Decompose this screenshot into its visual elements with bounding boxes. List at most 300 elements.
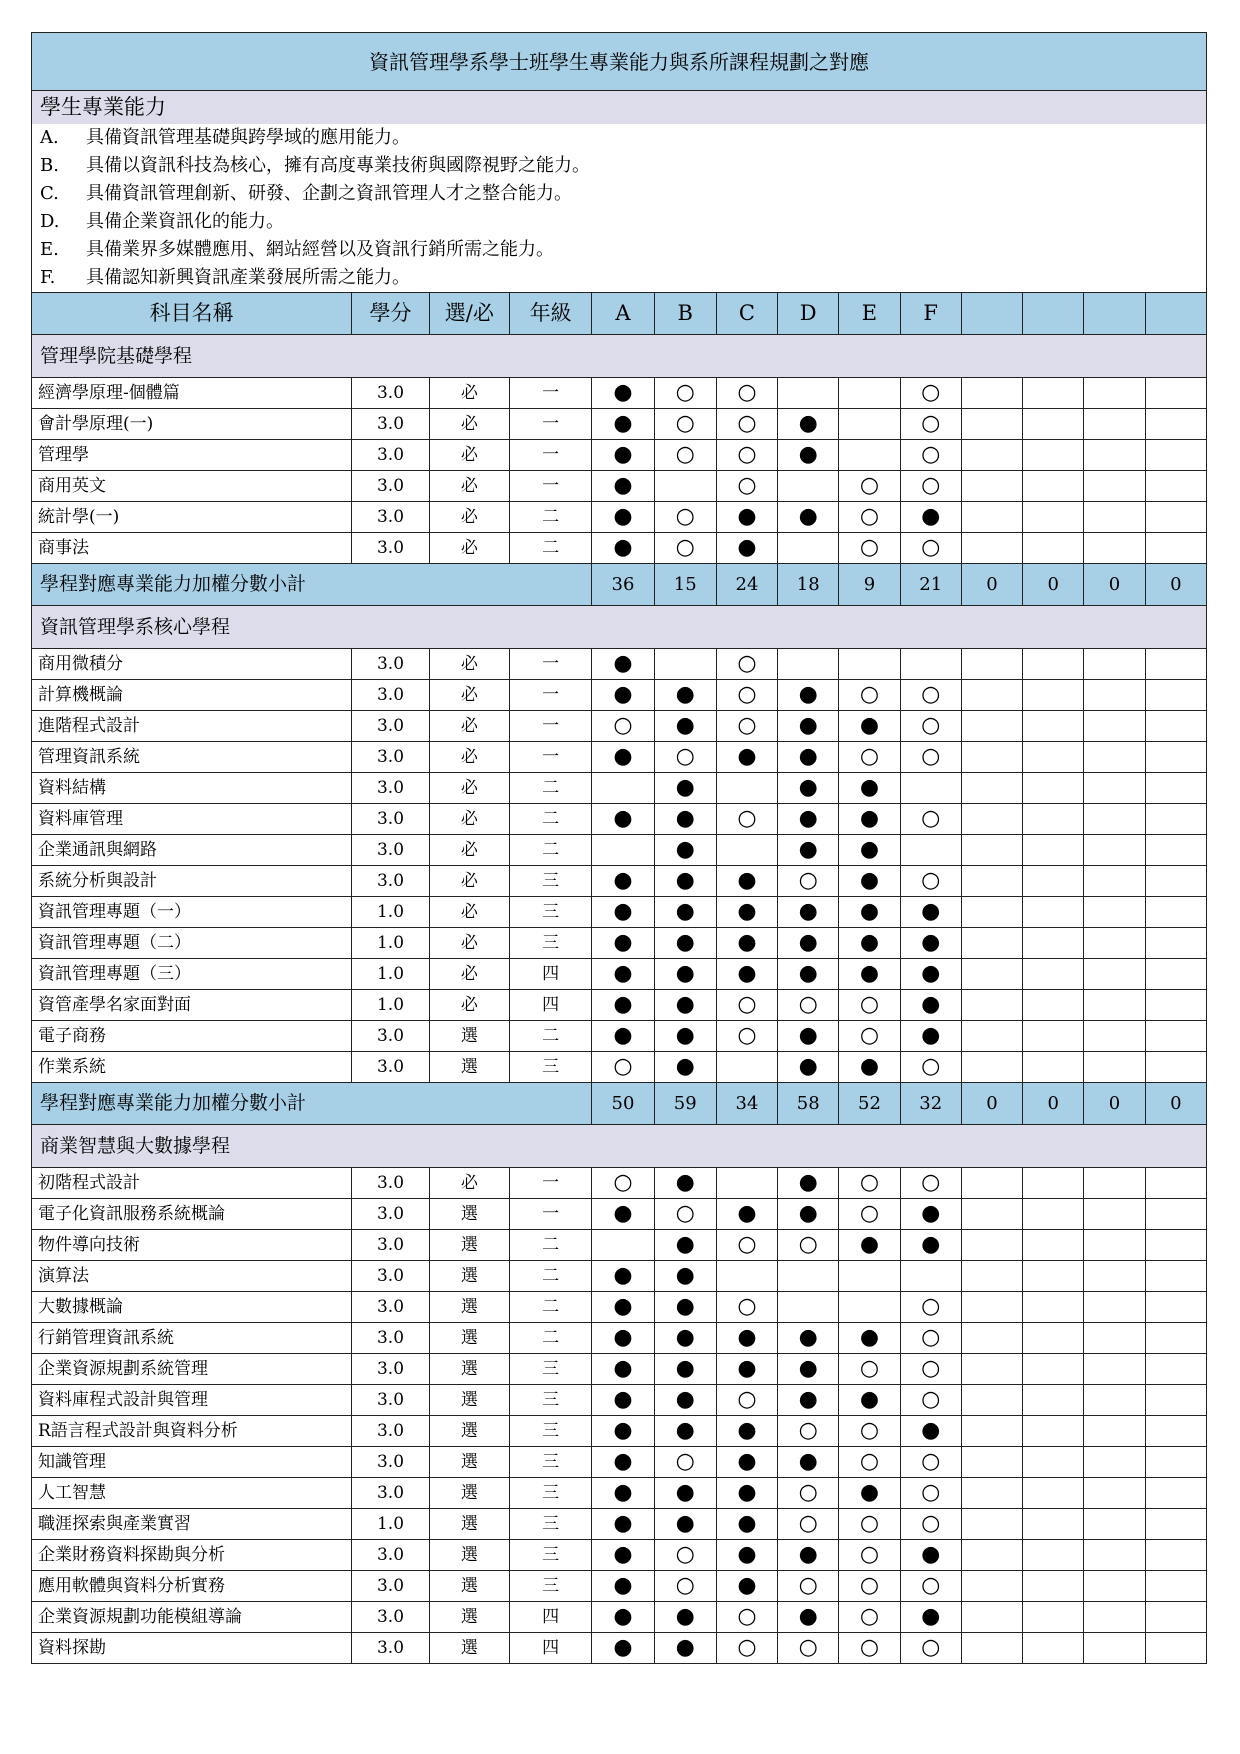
mapping-table — [31, 32, 1207, 1664]
course-type: 必 — [429, 897, 509, 928]
ability-cell — [1084, 378, 1145, 409]
ability-cell — [1145, 897, 1206, 928]
course-name: 企業資源規劃系統管理 — [32, 1354, 352, 1385]
weak-mark-icon: ○ — [921, 1356, 941, 1381]
course-type: 必 — [429, 680, 509, 711]
course-credits: 3.0 — [352, 1447, 429, 1478]
weak-mark-icon: ○ — [675, 1201, 695, 1226]
title-row — [32, 33, 1207, 91]
ability-cell — [900, 711, 961, 742]
course-name: 商事法 — [32, 533, 352, 564]
ability-cell — [1023, 1021, 1084, 1052]
weak-mark-icon: ○ — [859, 535, 880, 560]
course-type: 選 — [429, 1385, 509, 1416]
weak-mark-icon: ○ — [737, 682, 757, 707]
competency-letter: B. — [40, 155, 59, 176]
strong-mark-icon: ● — [613, 1294, 633, 1319]
ability-cell — [654, 804, 716, 835]
competency-item-d — [32, 208, 1207, 236]
ability-cell — [900, 1354, 961, 1385]
ability-cell — [1145, 1478, 1206, 1509]
subtotal-value: 0 — [1145, 1083, 1206, 1125]
ability-cell — [654, 1168, 716, 1199]
ability-cell — [900, 1292, 961, 1323]
course-name: 資管產學名家面對面 — [32, 990, 352, 1021]
ability-cell — [961, 1261, 1022, 1292]
strong-mark-icon: ● — [737, 535, 757, 560]
course-credits: 3.0 — [352, 1199, 429, 1230]
strong-mark-icon: ● — [859, 1232, 880, 1257]
course-credits: 3.0 — [352, 1540, 429, 1571]
ability-cell — [1145, 680, 1206, 711]
weak-mark-icon: ○ — [921, 1449, 941, 1474]
course-name: 資訊管理專題（一） — [32, 897, 352, 928]
ability-cell — [900, 928, 961, 959]
strong-mark-icon: ● — [737, 1325, 757, 1350]
course-credits: 3.0 — [352, 711, 429, 742]
course-name: 商用英文 — [32, 471, 352, 502]
course-credits: 3.0 — [352, 1354, 429, 1385]
subtotal-value: 15 — [654, 564, 716, 606]
strong-mark-icon: ● — [613, 1511, 633, 1536]
strong-mark-icon: ● — [675, 1170, 695, 1195]
weak-mark-icon: ○ — [859, 1418, 880, 1443]
course-name: 電子商務 — [32, 1021, 352, 1052]
course-credits: 3.0 — [352, 1230, 429, 1261]
weak-mark-icon: ○ — [921, 1480, 941, 1505]
strong-mark-icon: ● — [921, 1023, 941, 1048]
course-grade: 三 — [509, 1385, 591, 1416]
course-type: 選 — [429, 1261, 509, 1292]
table-row — [32, 471, 1207, 502]
ability-cell — [900, 773, 961, 804]
ability-cell — [1145, 1323, 1206, 1354]
ability-cell — [1145, 1633, 1206, 1664]
ability-cell — [1023, 1447, 1084, 1478]
course-grade: 三 — [509, 1447, 591, 1478]
strong-mark-icon: ● — [737, 899, 757, 924]
ability-cell — [1084, 866, 1145, 897]
ability-cell — [1084, 1509, 1145, 1540]
strong-mark-icon: ● — [798, 682, 818, 707]
col-header-ability — [1023, 293, 1084, 335]
ability-cell — [1145, 440, 1206, 471]
weak-mark-icon: ○ — [859, 504, 880, 529]
table-row — [32, 649, 1207, 680]
course-type: 選 — [429, 1478, 509, 1509]
strong-mark-icon: ● — [613, 930, 633, 955]
strong-mark-icon: ● — [921, 899, 941, 924]
ability-cell — [592, 649, 654, 680]
course-credits: 3.0 — [352, 1323, 429, 1354]
course-name: 應用軟體與資料分析實務 — [32, 1571, 352, 1602]
ability-cell — [961, 1323, 1022, 1354]
table-row — [32, 804, 1207, 835]
strong-mark-icon: ● — [613, 1387, 633, 1412]
strong-mark-icon: ● — [675, 1387, 695, 1412]
strong-mark-icon: ● — [613, 504, 633, 529]
weak-mark-icon: ○ — [675, 442, 695, 467]
course-grade: 一 — [509, 649, 591, 680]
ability-cell — [1023, 866, 1084, 897]
course-credits: 3.0 — [352, 1168, 429, 1199]
course-grade: 三 — [509, 1052, 591, 1083]
ability-cell — [1023, 649, 1084, 680]
ability-cell — [839, 680, 900, 711]
ability-cell — [654, 1602, 716, 1633]
ability-cell — [592, 804, 654, 835]
ability-cell — [1145, 1602, 1206, 1633]
ability-cell — [1084, 440, 1145, 471]
table-row — [32, 1385, 1207, 1416]
ability-cell — [839, 866, 900, 897]
ability-cell — [716, 773, 777, 804]
ability-cell — [1084, 804, 1145, 835]
ability-cell — [716, 1385, 777, 1416]
ability-cell — [592, 1052, 654, 1083]
table-row — [32, 1509, 1207, 1540]
strong-mark-icon: ● — [675, 868, 695, 893]
ability-cell — [654, 897, 716, 928]
ability-cell — [1084, 1292, 1145, 1323]
competency-item-f — [32, 264, 1207, 293]
competency-text: 具備資訊管理創新、研發、企劃之資訊管理人才之整合能力。 — [86, 183, 572, 204]
strong-mark-icon: ● — [675, 1054, 695, 1079]
col-header-ability: D — [778, 293, 839, 335]
course-credits: 3.0 — [352, 649, 429, 680]
strong-mark-icon: ● — [859, 837, 880, 862]
strong-mark-icon: ● — [613, 535, 633, 560]
ability-cell — [839, 959, 900, 990]
ability-cell — [1084, 959, 1145, 990]
ability-cell — [654, 409, 716, 440]
strong-mark-icon: ● — [613, 1325, 633, 1350]
ability-cell — [778, 440, 839, 471]
course-grade: 四 — [509, 990, 591, 1021]
strong-mark-icon: ● — [613, 1604, 633, 1629]
ability-cell — [900, 1478, 961, 1509]
weak-mark-icon: ○ — [613, 1054, 633, 1079]
ability-cell — [654, 1323, 716, 1354]
strong-mark-icon: ● — [737, 1480, 757, 1505]
weak-mark-icon: ○ — [859, 682, 880, 707]
ability-cell — [1145, 959, 1206, 990]
table-row — [32, 990, 1207, 1021]
strong-mark-icon: ● — [613, 1635, 633, 1660]
ability-cell — [1084, 1021, 1145, 1052]
ability-cell — [839, 835, 900, 866]
subtotal-value: 59 — [654, 1083, 716, 1125]
weak-mark-icon: ○ — [921, 1573, 941, 1598]
table-row — [32, 1292, 1207, 1323]
ability-cell — [900, 866, 961, 897]
ability-cell — [961, 1168, 1022, 1199]
ability-cell — [1023, 1509, 1084, 1540]
course-type: 必 — [429, 711, 509, 742]
ability-cell — [654, 711, 716, 742]
weak-mark-icon: ○ — [859, 1023, 880, 1048]
ability-cell — [778, 959, 839, 990]
strong-mark-icon: ● — [613, 1023, 633, 1048]
ability-cell — [900, 1230, 961, 1261]
ability-cell — [778, 471, 839, 502]
ability-cell — [592, 471, 654, 502]
ability-cell — [961, 1540, 1022, 1571]
ability-cell — [900, 680, 961, 711]
col-header-ability — [1084, 293, 1145, 335]
course-grade: 一 — [509, 471, 591, 502]
ability-cell — [900, 1323, 961, 1354]
course-name: 經濟學原理-個體篇 — [32, 378, 352, 409]
course-credits: 3.0 — [352, 773, 429, 804]
strong-mark-icon: ● — [675, 1480, 695, 1505]
ability-cell — [900, 1509, 961, 1540]
strong-mark-icon: ● — [613, 380, 633, 405]
ability-cell — [1145, 742, 1206, 773]
ability-cell — [1145, 1230, 1206, 1261]
ability-cell — [1145, 866, 1206, 897]
weak-mark-icon: ○ — [921, 682, 941, 707]
ability-cell — [961, 1199, 1022, 1230]
strong-mark-icon: ● — [613, 1356, 633, 1381]
strong-mark-icon: ● — [613, 1449, 633, 1474]
ability-cell — [961, 1292, 1022, 1323]
course-name: 系統分析與設計 — [32, 866, 352, 897]
strong-mark-icon: ● — [675, 961, 695, 986]
strong-mark-icon: ● — [675, 1294, 695, 1319]
course-credits: 3.0 — [352, 471, 429, 502]
ability-cell — [778, 1571, 839, 1602]
weak-mark-icon: ○ — [737, 1023, 757, 1048]
weak-mark-icon: ○ — [798, 1635, 818, 1660]
strong-mark-icon: ● — [859, 961, 880, 986]
strong-mark-icon: ● — [613, 961, 633, 986]
ability-cell — [900, 1021, 961, 1052]
ability-cell — [716, 1416, 777, 1447]
course-grade: 一 — [509, 1168, 591, 1199]
ability-cell — [778, 1540, 839, 1571]
ability-cell — [1023, 773, 1084, 804]
ability-cell — [716, 1602, 777, 1633]
course-type: 選 — [429, 1416, 509, 1447]
ability-cell — [900, 440, 961, 471]
ability-cell — [1084, 471, 1145, 502]
strong-mark-icon: ● — [613, 992, 633, 1017]
course-grade: 三 — [509, 1540, 591, 1571]
ability-cell — [839, 1385, 900, 1416]
ability-cell — [592, 378, 654, 409]
course-grade: 一 — [509, 711, 591, 742]
section-header-row — [32, 606, 1207, 649]
course-credits: 3.0 — [352, 1571, 429, 1602]
ability-cell — [778, 773, 839, 804]
weak-mark-icon: ○ — [921, 1294, 941, 1319]
course-name: 管理資訊系統 — [32, 742, 352, 773]
strong-mark-icon: ● — [613, 899, 633, 924]
table-row — [32, 959, 1207, 990]
ability-cell — [1023, 742, 1084, 773]
ability-cell — [961, 1230, 1022, 1261]
ability-cell — [654, 1230, 716, 1261]
weak-mark-icon: ○ — [798, 1573, 818, 1598]
ability-cell — [778, 804, 839, 835]
strong-mark-icon: ● — [675, 1325, 695, 1350]
section-header-row — [32, 1125, 1207, 1168]
ability-cell — [654, 866, 716, 897]
weak-mark-icon: ○ — [859, 1201, 880, 1226]
weak-mark-icon: ○ — [921, 744, 941, 769]
strong-mark-icon: ● — [798, 504, 818, 529]
subtotal-value: 9 — [839, 564, 900, 606]
ability-cell — [1023, 1416, 1084, 1447]
table-row — [32, 409, 1207, 440]
ability-cell — [716, 1021, 777, 1052]
course-credits: 3.0 — [352, 1052, 429, 1083]
weak-mark-icon: ○ — [921, 1325, 941, 1350]
ability-cell — [1023, 440, 1084, 471]
table-row — [32, 440, 1207, 471]
ability-cell — [592, 990, 654, 1021]
weak-mark-icon: ○ — [921, 806, 941, 831]
ability-cell — [716, 804, 777, 835]
ability-cell — [592, 711, 654, 742]
ability-cell — [900, 1168, 961, 1199]
ability-cell — [839, 471, 900, 502]
subtotal-value: 52 — [839, 1083, 900, 1125]
weak-mark-icon: ○ — [798, 1418, 818, 1443]
competency-text: 具備以資訊科技為核心，擁有高度專業技術與國際視野之能力。 — [86, 155, 590, 176]
ability-cell — [900, 649, 961, 680]
table-row — [32, 1447, 1207, 1478]
strong-mark-icon: ● — [798, 411, 818, 436]
ability-cell — [1023, 1354, 1084, 1385]
weak-mark-icon: ○ — [675, 1542, 695, 1567]
ability-cell — [1145, 835, 1206, 866]
strong-mark-icon: ● — [859, 899, 880, 924]
course-name: R語言程式設計與資料分析 — [32, 1416, 352, 1447]
ability-cell — [778, 1323, 839, 1354]
ability-cell — [961, 742, 1022, 773]
course-name: 知識管理 — [32, 1447, 352, 1478]
mapping-document — [31, 32, 1207, 1664]
subtotal-value: 18 — [778, 564, 839, 606]
subtotal-value: 0 — [961, 1083, 1022, 1125]
ability-cell — [654, 1540, 716, 1571]
ability-cell — [592, 1323, 654, 1354]
ability-cell — [839, 711, 900, 742]
subtotal-value: 0 — [1084, 564, 1145, 606]
column-header-row — [32, 293, 1207, 335]
ability-cell — [1084, 649, 1145, 680]
ability-cell — [900, 897, 961, 928]
subtotal-row — [32, 1083, 1207, 1125]
competency-letter: E. — [40, 239, 59, 260]
ability-cell — [716, 1571, 777, 1602]
table-row — [32, 866, 1207, 897]
course-name: 物件導向技術 — [32, 1230, 352, 1261]
course-grade: 三 — [509, 1571, 591, 1602]
ability-cell — [716, 1292, 777, 1323]
course-grade: 二 — [509, 502, 591, 533]
course-grade: 二 — [509, 1021, 591, 1052]
strong-mark-icon: ● — [798, 899, 818, 924]
strong-mark-icon: ● — [675, 899, 695, 924]
ability-cell — [716, 649, 777, 680]
ability-cell — [1145, 1292, 1206, 1323]
weak-mark-icon: ○ — [859, 1356, 880, 1381]
strong-mark-icon: ● — [859, 806, 880, 831]
ability-cell — [1084, 897, 1145, 928]
ability-cell — [1023, 1571, 1084, 1602]
table-row — [32, 897, 1207, 928]
course-type: 選 — [429, 1447, 509, 1478]
course-type: 必 — [429, 866, 509, 897]
subtotal-label: 學程對應專業能力加權分數小計 — [32, 1083, 592, 1125]
ability-cell — [1023, 502, 1084, 533]
ability-cell — [961, 959, 1022, 990]
ability-cell — [839, 649, 900, 680]
strong-mark-icon: ● — [737, 504, 757, 529]
strong-mark-icon: ● — [859, 1480, 880, 1505]
weak-mark-icon: ○ — [921, 473, 941, 498]
strong-mark-icon: ● — [798, 1387, 818, 1412]
weak-mark-icon: ○ — [675, 380, 695, 405]
course-name: 作業系統 — [32, 1052, 352, 1083]
ability-cell — [654, 1571, 716, 1602]
course-credits: 3.0 — [352, 1292, 429, 1323]
strong-mark-icon: ● — [798, 1604, 818, 1629]
weak-mark-icon: ○ — [859, 1170, 880, 1195]
subtotal-value: 0 — [1023, 564, 1084, 606]
table-row — [32, 1416, 1207, 1447]
ability-cell — [1084, 1416, 1145, 1447]
competency-letter: F. — [40, 267, 56, 288]
ability-cell — [654, 1021, 716, 1052]
strong-mark-icon: ● — [798, 1325, 818, 1350]
ability-cell — [839, 1633, 900, 1664]
ability-cell — [961, 533, 1022, 564]
weak-mark-icon: ○ — [921, 1170, 941, 1195]
ability-cell — [654, 1478, 716, 1509]
competency-item-c — [32, 180, 1207, 208]
competency-text: 具備認知新興資訊產業發展所需之能力。 — [86, 267, 410, 288]
strong-mark-icon: ● — [859, 1387, 880, 1412]
competency-item-a — [32, 124, 1207, 152]
weak-mark-icon: ○ — [737, 1387, 757, 1412]
ability-cell — [778, 1354, 839, 1385]
ability-cell — [1084, 990, 1145, 1021]
ability-cell — [839, 1571, 900, 1602]
ability-cell — [592, 1509, 654, 1540]
ability-cell — [961, 649, 1022, 680]
strong-mark-icon: ● — [675, 1604, 695, 1629]
ability-cell — [1145, 533, 1206, 564]
ability-cell — [839, 1354, 900, 1385]
weak-mark-icon: ○ — [675, 744, 695, 769]
course-grade: 二 — [509, 1292, 591, 1323]
ability-cell — [900, 804, 961, 835]
ability-cell — [716, 378, 777, 409]
ability-cell — [592, 1602, 654, 1633]
subtotal-value: 0 — [961, 564, 1022, 606]
ability-cell — [592, 680, 654, 711]
ability-cell — [1084, 1571, 1145, 1602]
ability-cell — [654, 378, 716, 409]
ability-cell — [716, 1478, 777, 1509]
ability-cell — [900, 990, 961, 1021]
ability-cell — [778, 1478, 839, 1509]
subtotal-value: 50 — [592, 1083, 654, 1125]
